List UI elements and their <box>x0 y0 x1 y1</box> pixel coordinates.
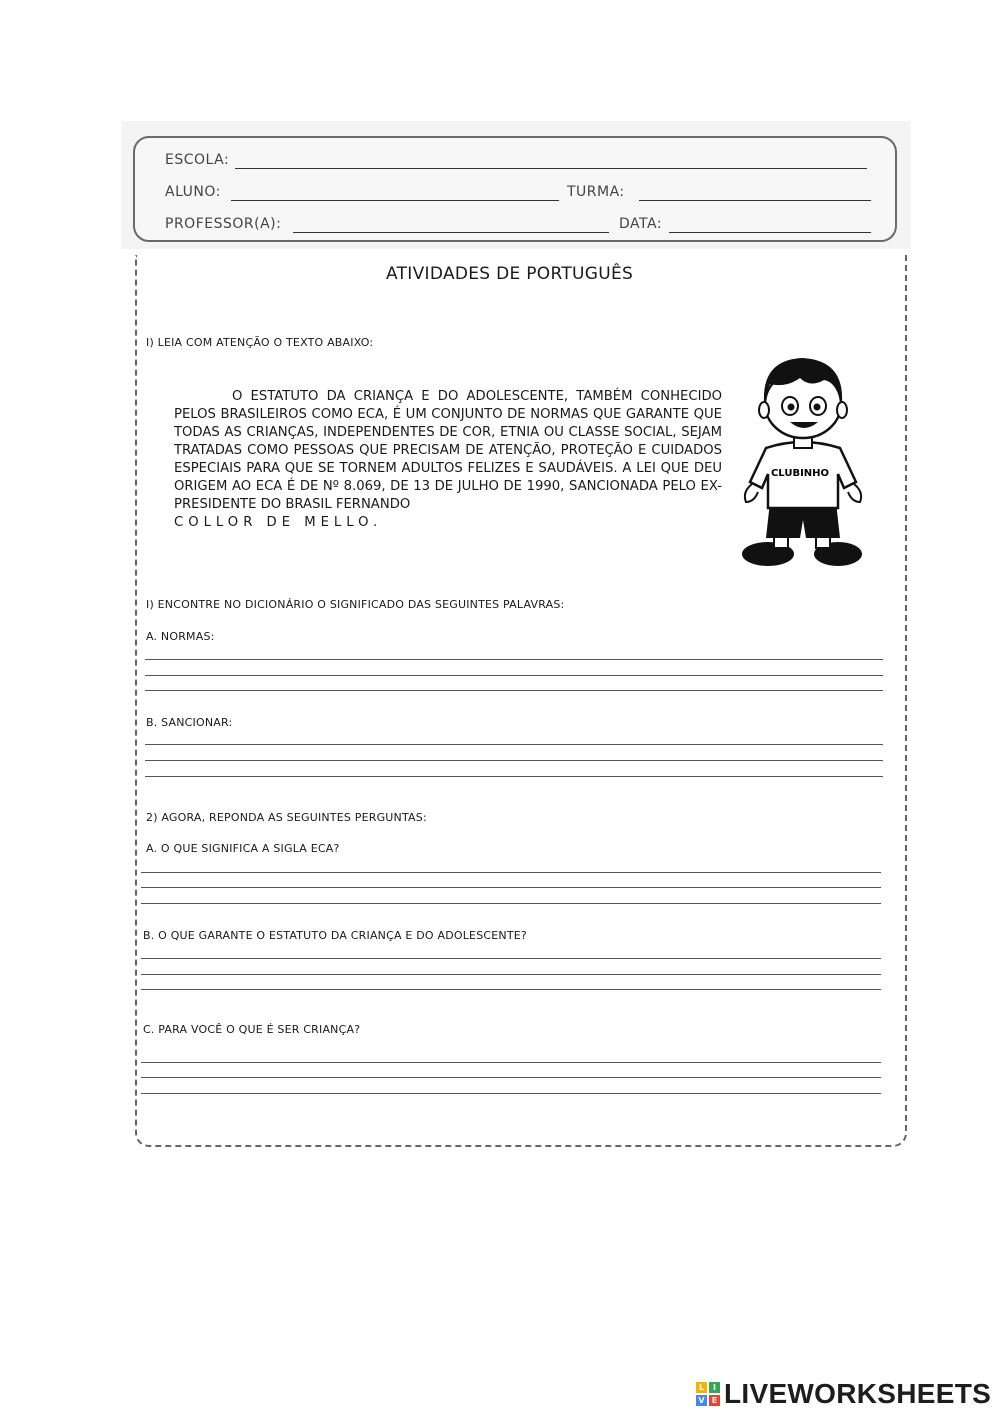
answer-line[interactable] <box>145 659 883 660</box>
answer-line[interactable] <box>145 690 883 691</box>
logo-mark-icon <box>696 1382 720 1406</box>
answer-line[interactable] <box>141 1062 881 1063</box>
answer-line[interactable] <box>141 872 881 873</box>
answer-line[interactable] <box>141 903 881 904</box>
question-1b-label: B. SANCIONAR: <box>146 716 233 729</box>
question-2-prompt: 2) AGORA, REPONDA AS SEGUINTES PERGUNTAS: <box>146 811 427 824</box>
data-field[interactable] <box>669 232 871 233</box>
logo-letter: L <box>696 1382 707 1393</box>
professor-label: PROFESSOR(A): <box>165 216 282 232</box>
answer-line[interactable] <box>141 974 881 975</box>
turma-field[interactable] <box>639 200 871 201</box>
professor-field[interactable] <box>293 232 609 233</box>
question-2c-label: C. PARA VOCÊ O QUE É SER CRIANÇA? <box>143 1023 361 1036</box>
aluno-field[interactable] <box>231 200 559 201</box>
logo-text: LIVEWORKSHEETS <box>724 1378 992 1409</box>
question-2b-label: B. O QUE GARANTE O ESTATUTO DA CRIANÇA E DO ADOLESCENTE? <box>143 929 527 942</box>
reading-instruction: I) LEIA COM ATENÇÃO O TEXTO ABAIXO: <box>146 336 374 349</box>
escola-field[interactable] <box>235 168 867 169</box>
answer-line[interactable] <box>141 989 881 990</box>
data-label: DATA: <box>619 216 663 232</box>
reading-passage <box>174 388 722 532</box>
student-info-box <box>133 136 897 242</box>
logo-letter: E <box>709 1395 720 1406</box>
answer-line[interactable] <box>141 1077 881 1078</box>
question-1-prompt: I) ENCONTRE NO DICIONÁRIO O SIGNIFICADO DAS SEGUINTES PALAVRAS: <box>146 598 565 611</box>
escola-label: ESCOLA: <box>165 152 230 168</box>
logo-letter: I <box>709 1382 720 1393</box>
turma-label: TURMA: <box>567 184 625 200</box>
answer-line[interactable] <box>141 1093 881 1094</box>
aluno-label: ALUNO: <box>165 184 221 200</box>
answer-line[interactable] <box>145 675 883 676</box>
answer-line[interactable] <box>145 744 883 745</box>
passage-text: O ESTATUTO DA CRIANÇA E DO ADOLESCENTE, TAMBÉM CONHECIDO PELOS BRASILEIROS COMO ECA, É UM CONJUNTO DE NORMAS QUE GARANTE QUE TODAS AS CRIANÇAS, INDEPENDENTES DE COR, ETNIA OU CLASSE SOCIAL, SEJAM TRATADAS COMO PESSOAS QUE PRECISAM DE ATENÇÃO, PROTEÇÃO E CUIDADOS ESPECIAIS PARA QUE SE TORNEM ADULTOS FELIZES E SAUDÁVEIS. A LEI QUE DEU ORIGEM AO ECA É DE Nº 8.069, DE 13 DE JULHO DE 1990, SANCIONADA PELO EX-PRESIDENTE DO BRASIL FERNANDO <box>174 389 722 512</box>
liveworksheets-logo[interactable] <box>696 1378 991 1410</box>
passage-last-line: COLLOR DE MELLO. <box>174 515 383 530</box>
question-1a-label: A. NORMAS: <box>146 630 215 643</box>
logo-letter: V <box>696 1395 707 1406</box>
answer-line[interactable] <box>141 887 881 888</box>
answer-line[interactable] <box>141 958 881 959</box>
answer-line[interactable] <box>145 776 883 777</box>
boy-illustration-icon <box>740 352 870 574</box>
page-title: ATIVIDADES DE PORTUGUÊS <box>386 264 634 284</box>
shirt-text: CLUBINHO <box>770 468 830 479</box>
question-2a-label: A. O QUE SIGNIFICA A SIGLA ECA? <box>146 842 340 855</box>
answer-line[interactable] <box>145 760 883 761</box>
